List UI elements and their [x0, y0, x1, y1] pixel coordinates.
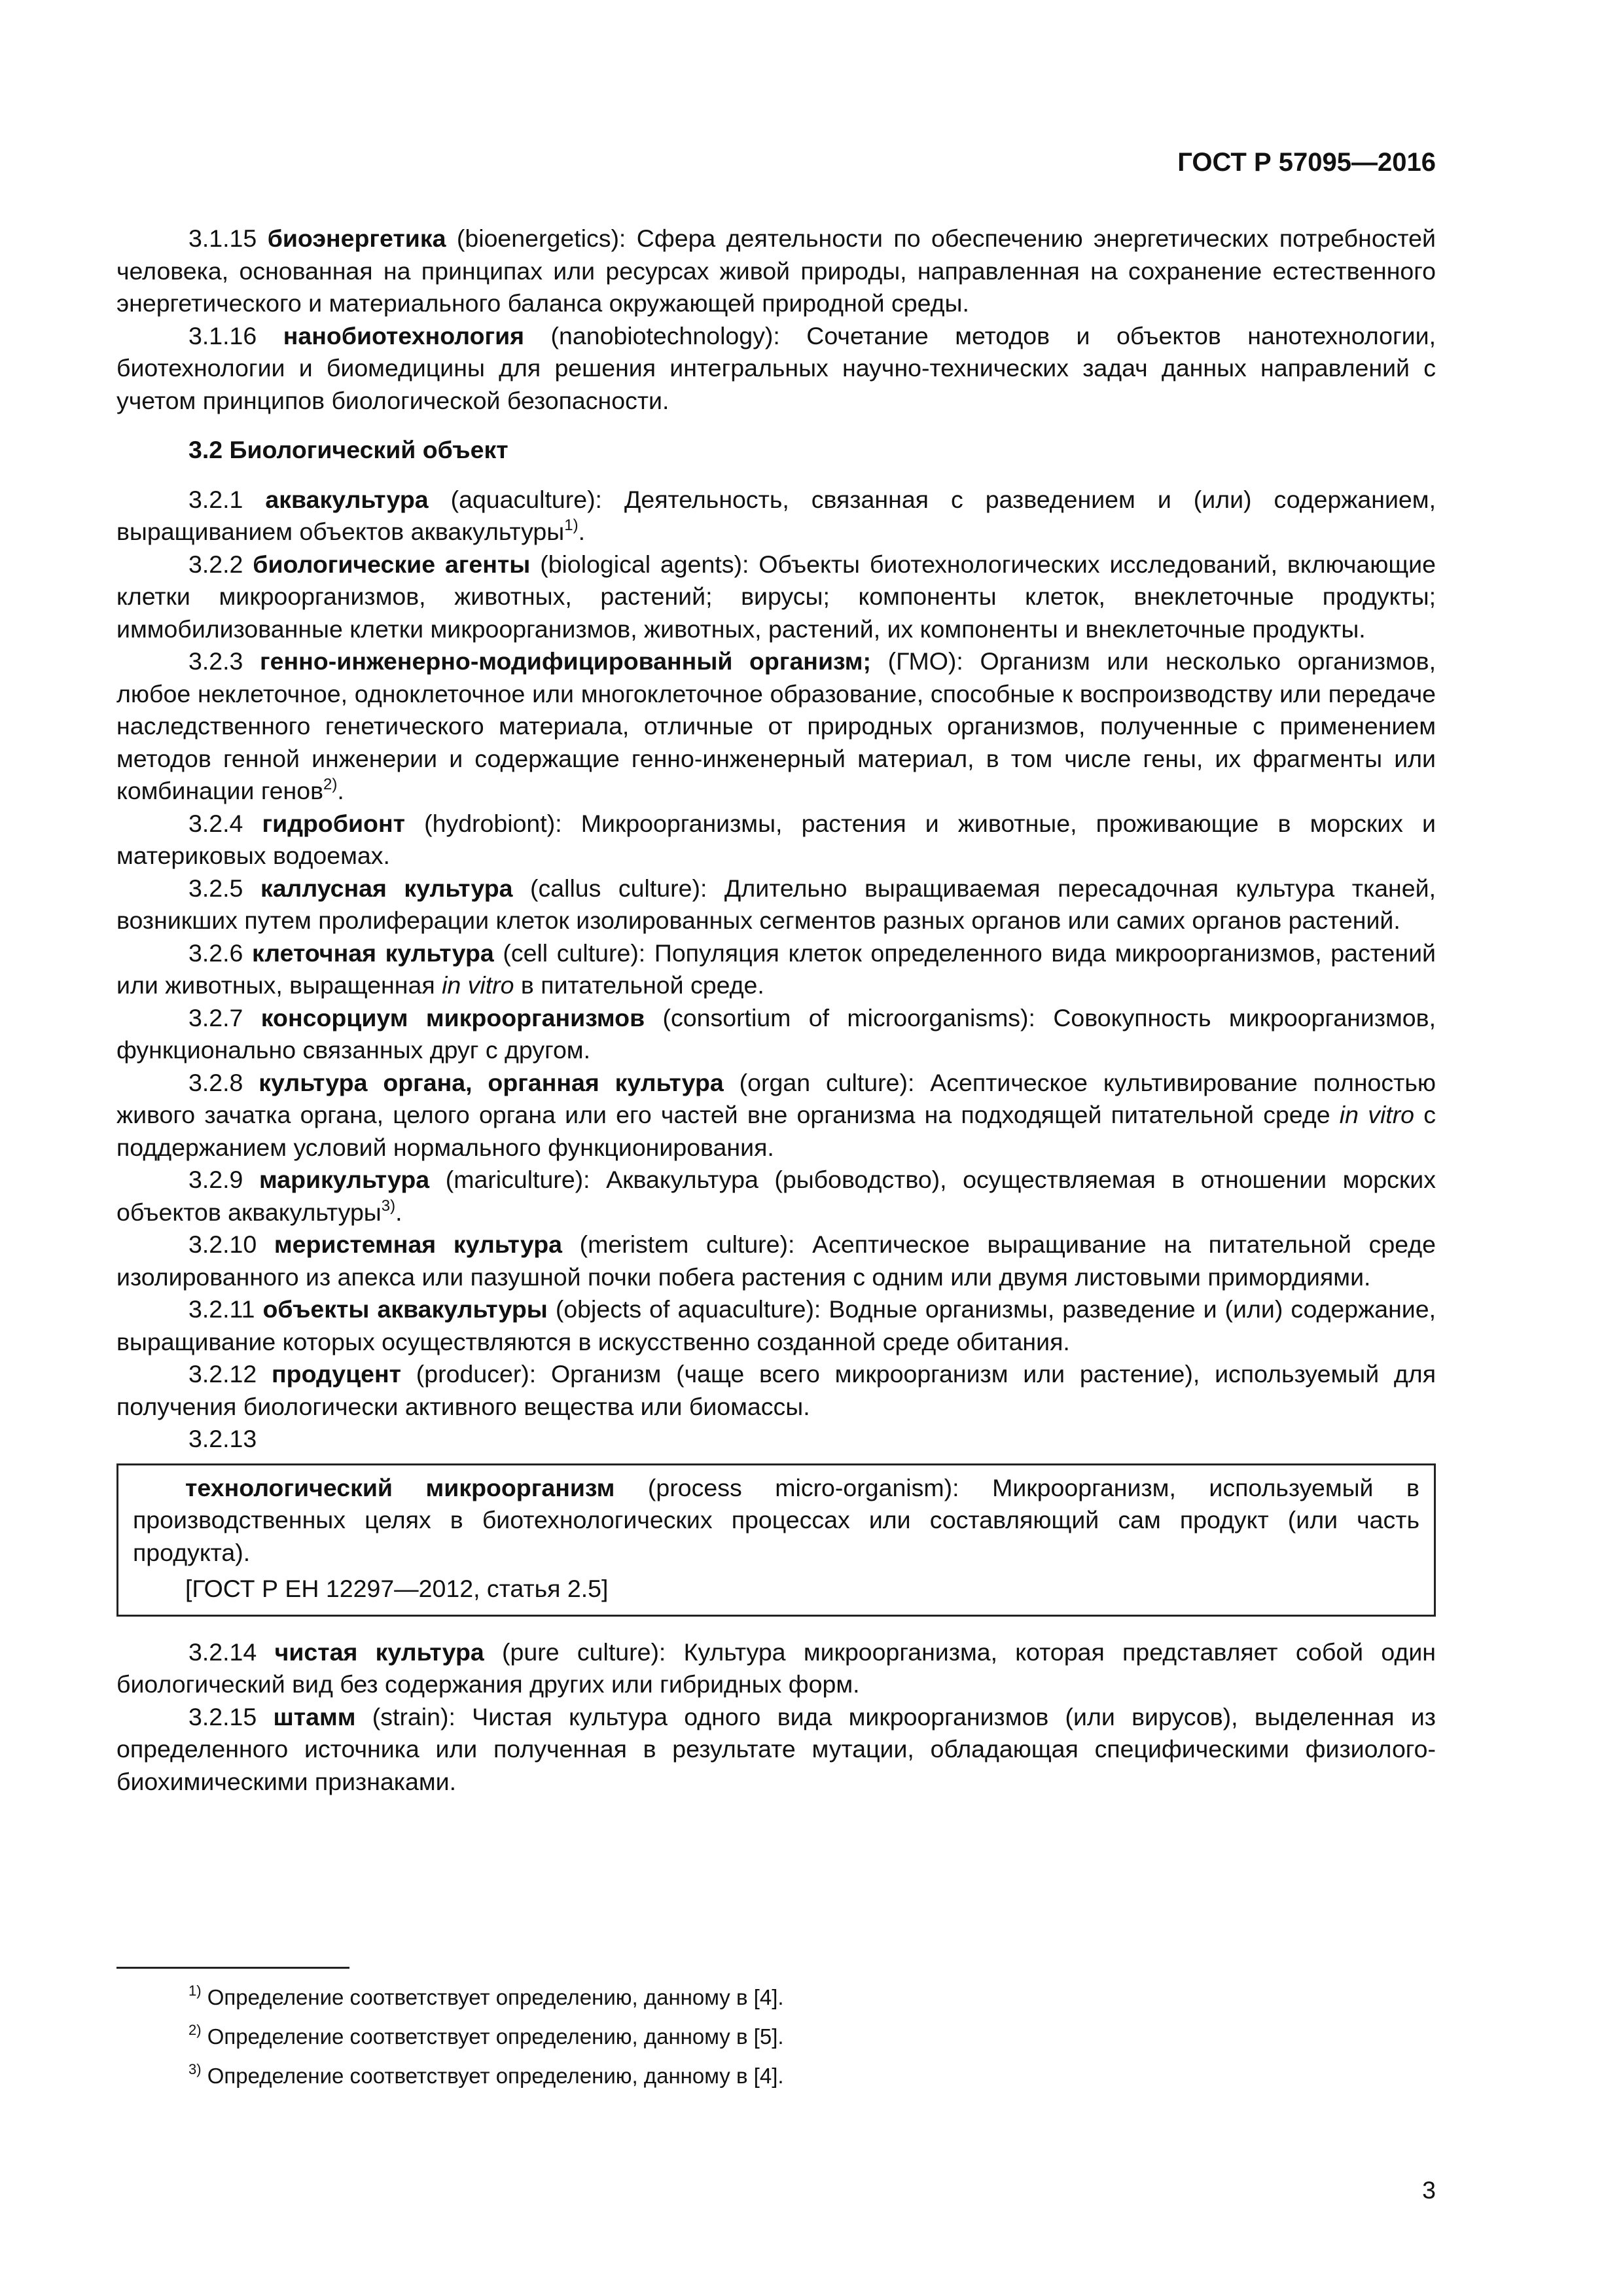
- term-title: клеточная культура: [252, 939, 494, 967]
- term-3-2-10: 3.2.10 меристемная культура (meristem culture): Асептическое выращивание на питательной среде изолированного из апекса или пазушной почки побега растения с одним или двумя листовыми примордиями.: [116, 1230, 1436, 1291]
- footnotes: [188, 1978, 1432, 2096]
- term-3-2-12: 3.2.12 продуцент (producer): Организм (чаще всего микроорганизм или растение), используемый для получения биологически активного вещества или биомассы.: [116, 1360, 1436, 1420]
- term-3-2-15: 3.2.15 штамм (strain): Чистая культура одного вида микроорганизмов (или вирусов), выделенная из определенного источника или полученная в результате мутации, обладающая специфическими физиолого-биохимическими признаками.: [116, 1702, 1436, 1795]
- term-3-2-7: 3.2.7 консорциум микроорганизмов (consortium of microorganisms): Совокупность микроорганизмов, функционально связанных друг с другом.: [116, 1003, 1436, 1064]
- term-title: биологические агенты: [253, 550, 531, 578]
- term-3-2-6: 3.2.6 клеточная культура (cell culture): Популяция клеток определенного вида микроорганизмов, растений или животных, выращенная in vitro в питательной среде.: [116, 939, 1436, 999]
- term-title: аквакультура: [265, 485, 429, 513]
- footnote-3: $^{3)}$ Определение соответствует определению, данному в [4].: [188, 2061, 784, 2088]
- term-title: чистая культура: [274, 1638, 484, 1666]
- term-3-2-9: 3.2.9 марикультура (mariculture): Аквакультура (рыбоводство), осуществляемая в отношении морских объектов аквакультуры$^{3)}$.: [116, 1166, 1436, 1226]
- term-3-2-5: 3.2.5 каллусная культура (callus culture): Длительно выращиваемая пересадочная культура тканей, возникших путем пролиферации клеток изолированных сегментов разных органов или самих органов растений.: [116, 874, 1436, 934]
- term-title: генно-инженерно-модифицированный организм;: [260, 647, 871, 675]
- term-title: марикультура: [259, 1166, 430, 1193]
- section-heading-3-2: 3.2 Биологический объект: [188, 436, 508, 463]
- term-3-1-16: 3.1.16 нанобиотехнология (nanobiotechnology): Сочетание методов и объектов нанотехнологии, биотехнологии и биомедицины для решения интегральных научно-технических задач данных направлений с учетом принципов биологической безопасности.: [116, 321, 1436, 414]
- term-3-2-3: 3.2.3 генно-инженерно-модифицированный организм; (ГМО): Организм или несколько организмов, любое неклеточное, одноклеточное или многоклеточное образование, способные к воспроизводству или передаче наследственного генетического материала, отличные от природных организмов, полученные с применением методов генной инженерии и содержащие генно-инженерный материал, в том числе гены, их фрагменты или комбинации генов$^{2)}$.: [116, 647, 1436, 804]
- footnote-ref: 1): [564, 516, 579, 534]
- term-title: продуцент: [272, 1360, 402, 1388]
- quoted-definition-box: [116, 1463, 1436, 1617]
- footnote-2: $^{2)}$ Определение соответствует определению, данному в [5].: [188, 2022, 784, 2049]
- term-title: технологический микроорганизм: [185, 1473, 615, 1501]
- term-3-2-8: 3.2.8 культура органа, органная культура (organ culture): Асептическое культивирование полностью живого зачатка органа, целого органа или его частей вне организма на подходящей питательной среде in vitro с поддержанием условий нормального функционирования.: [116, 1068, 1436, 1161]
- term-3-2-13-number: 3.2.13: [188, 1425, 257, 1452]
- term-3-2-11: 3.2.11 объекты аквакультуры (objects of aquaculture): Водные организмы, разведение и (или) содержание, выращивание которых осуществляются в искусственно созданной среде обитания.: [116, 1295, 1436, 1355]
- term-title: консорциум микроорганизмов: [260, 1003, 645, 1031]
- footnote-divider: [116, 1967, 349, 1969]
- term-title: объекты аквакультуры: [262, 1295, 548, 1323]
- term-title: гидробионт: [262, 809, 405, 837]
- term-3-2-1: 3.2.1 аквакультура (aquaculture): Деятельность, связанная с разведением и (или) содержанием, выращиванием объектов аквакультуры$^{1)}$.: [116, 485, 1436, 545]
- footnote-1: $^{1)}$ Определение соответствует определению, данному в [4].: [188, 1982, 784, 2009]
- footnote-ref: 3): [381, 1196, 396, 1215]
- term-3-2-13: технологический микроорганизм (process micro-organism): Микроорганизм, используемый в производственных целях в биотехнологических процессах или составляющий сам продукт (или часть продукта).: [133, 1473, 1419, 1566]
- term-3-1-15: 3.1.15 биоэнергетика (bioenergetics): Сфера деятельности по обеспечению энергетических потребностей человека, основанная на принципах или ресурсах живой природы, направленная на сохранение естественного энергетического и материального баланса окружающей природной среды.: [116, 224, 1436, 317]
- term-title: штамм: [273, 1702, 356, 1731]
- document-code: ГОСТ Р 57095—2016: [1177, 148, 1436, 177]
- term-title: меристемная культура: [274, 1230, 562, 1258]
- term-title: культура органа, органная культура: [259, 1068, 724, 1096]
- page-number: 3: [1422, 2176, 1436, 2204]
- term-title: биоэнергетика: [267, 224, 446, 252]
- term-title: нанобиотехнология: [283, 321, 525, 350]
- definition-source: [ГОСТ Р ЕН 12297—2012, статья 2.5]: [185, 1575, 609, 1602]
- term-3-2-2: 3.2.2 биологические агенты (biological agents): Объекты биотехнологических исследований, включающие клетки микроорганизмов, животных, растений; вирусы; компоненты клеток, внеклеточные продукты; иммобилизованные клетки микроорганизмов, животных, растений, их компоненты и внеклеточные продукты.: [116, 550, 1436, 643]
- page-body: [116, 223, 1436, 1798]
- footnote-ref: 2): [323, 776, 338, 793]
- term-3-2-4: 3.2.4 гидробионт (hydrobiont): Микроорганизмы, растения и животные, проживающие в морских и материковых водоемах.: [116, 809, 1436, 869]
- term-title: каллусная культура: [260, 874, 513, 902]
- term-3-2-14: 3.2.14 чистая культура (pure culture): Культура микроорганизма, которая представляет собой один биологический вид без содержания других или гибридных форм.: [116, 1638, 1436, 1698]
